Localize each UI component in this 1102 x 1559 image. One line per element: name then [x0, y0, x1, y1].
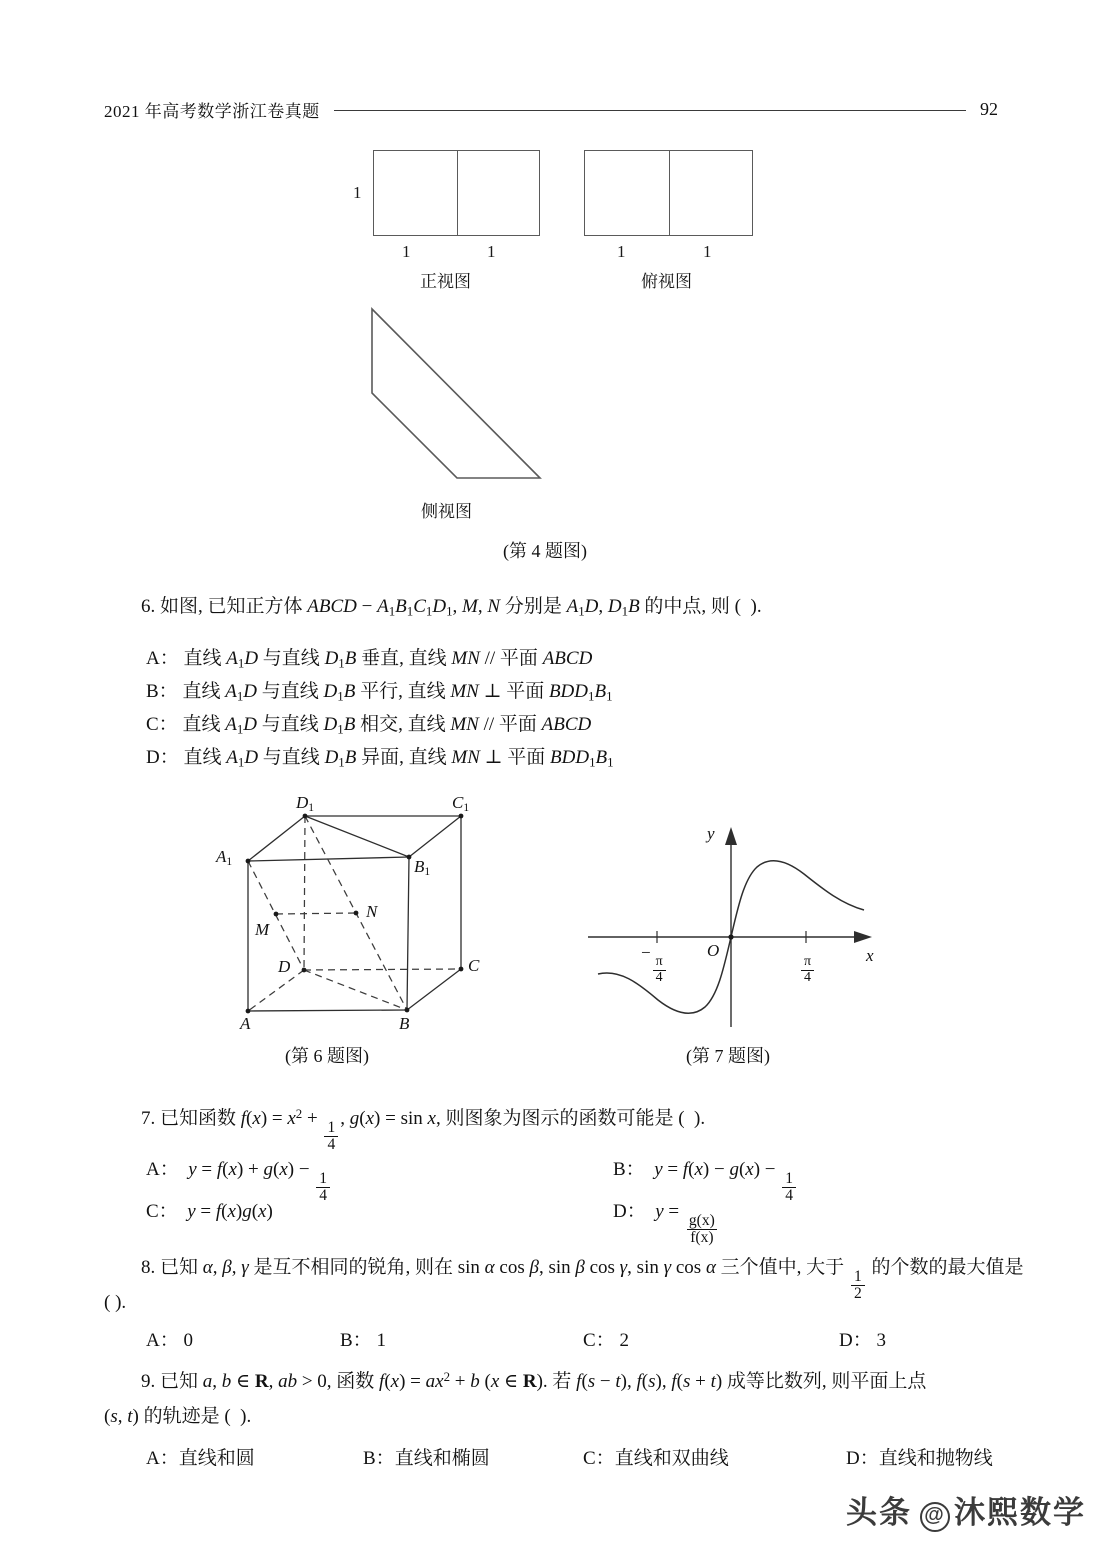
front-view-caption: 正视图: [420, 272, 471, 291]
running-header: [104, 96, 998, 122]
question8-stem-fraction: [851, 1269, 865, 1303]
side-view-caption: 侧视图: [421, 502, 472, 521]
question9-option-a-key: A：: [146, 1448, 179, 1469]
graph-tick-minus-sign: −: [641, 943, 651, 962]
question7-option-c[interactable]: [146, 1196, 273, 1223]
question8-option-b[interactable]: [340, 1325, 386, 1352]
cube-label-m: M: [255, 920, 270, 939]
question6-option-a-key: A：: [146, 648, 179, 669]
watermark-account: 沐熙数学: [954, 1495, 1086, 1530]
cube-vertex-dots: [246, 814, 464, 1014]
header-title: 2021 年高考数学浙江卷真题: [104, 101, 320, 121]
graph-tick-right-numerator: π: [804, 954, 812, 970]
question9-stem-line1: [141, 1367, 926, 1396]
question7-option-d-frac-num: g(x): [688, 1212, 715, 1230]
question7-figure-caption: (第 7 题图): [686, 1046, 770, 1066]
question6-option-c-key: C：: [146, 714, 178, 735]
question9-stem-line2-text: (s, t) 的轨迹是 ( ).: [104, 1406, 252, 1427]
question6-option-a-text: 直线 $A_1D$ 与直线 $D_1B$ 垂直, 直线 MN // 平面 ABCD: [183, 648, 593, 671]
cube-edge-bc: [407, 969, 461, 1010]
figure4-caption: (第 4 题图): [503, 541, 587, 561]
question9-option-c-text: 直线和双曲线: [614, 1448, 729, 1469]
question7-stem-text: 7. 已知函数 $f(x) = x^2$ + $\frac{1}{4}$ , g(x) = sin x, 则图象为图示的函数可能是 ( ).: [141, 1106, 706, 1154]
question8-option-c-text: 2: [619, 1330, 629, 1351]
watermark: [846, 1487, 1086, 1532]
question7-stem: [141, 1104, 705, 1154]
cube-label-c1: $C_1$: [452, 793, 470, 815]
graph-tick-left-denominator: 4: [653, 970, 666, 986]
question7-option-d-expr: y = $\frac{g(x)}{f(x)}$: [655, 1201, 720, 1222]
cube-label-a1: $A_1$: [216, 847, 233, 869]
question8-stem-frac-num: 1: [853, 1268, 862, 1286]
question8-option-b-text: 1: [376, 1330, 386, 1351]
question9-stem-line2: [104, 1402, 251, 1431]
cube-label-c: C: [468, 956, 480, 975]
graph-origin-label: O: [707, 941, 720, 960]
question7-option-a-frac-den: 4: [316, 1187, 330, 1204]
question9-option-c-key: C：: [583, 1448, 615, 1469]
question6-option-d-key: D：: [146, 747, 179, 768]
question6-option-b-text: 直线 $A_1D$ 与直线 $D_1B$ 平行, 直线 MN ⊥ 平面 $BDD_1B_1$: [182, 681, 613, 704]
graph-y-arrowhead: [725, 827, 737, 845]
cube-edge-d1a1: [248, 816, 305, 861]
question6-option-a[interactable]: [146, 643, 592, 672]
segment-db-dashed: [304, 970, 407, 1010]
graph-tick-label-positive: [799, 943, 816, 985]
question7-option-a-key: A：: [146, 1159, 179, 1180]
question6-figure-caption: (第 6 题图): [285, 1046, 369, 1066]
question7-option-b-fraction: [782, 1171, 796, 1205]
graph-tick-right-denominator: 4: [801, 970, 814, 986]
question9-option-b-key: B：: [363, 1448, 395, 1469]
question6-option-b-key: B：: [146, 681, 178, 702]
cube-label-b: B: [399, 1014, 410, 1033]
graph-origin-dot: [728, 934, 733, 939]
question8-stem-line1: [141, 1253, 1024, 1303]
question8-option-c-key: C：: [583, 1330, 615, 1351]
top-view-divider: [669, 151, 670, 235]
cube-edge-d1d-dashed: [304, 816, 305, 970]
cube-figure: [200, 790, 510, 1040]
front-view-rectangle: [373, 150, 540, 236]
question7-option-b-key: B：: [613, 1159, 645, 1180]
cube-label-d: D: [278, 957, 291, 976]
question9-option-d-text: 直线和抛物线: [878, 1448, 993, 1469]
question7-option-d[interactable]: [613, 1196, 720, 1247]
question9-option-d[interactable]: [846, 1443, 993, 1470]
question8-option-d[interactable]: [839, 1325, 886, 1352]
cube-label-n: N: [366, 902, 378, 921]
question7-option-b-expr: y = f(x) − g(x) − $\frac{1}{4}$: [654, 1159, 798, 1180]
question7-option-c-expr: y = f(x)g(x): [187, 1201, 273, 1222]
page-number: 92: [980, 98, 998, 119]
question7-option-a-expr: y = f(x) + g(x) − $\frac{1}{4}$: [188, 1159, 332, 1180]
question8-option-d-text: 3: [876, 1330, 886, 1351]
question7-stem-frac-den: 4: [324, 1136, 338, 1153]
question9-option-a[interactable]: [146, 1443, 255, 1470]
graph-y-axis-label: y: [707, 824, 715, 843]
front-view-divider: [457, 151, 458, 235]
graph-x-axis-label: x: [866, 946, 874, 965]
top-view-caption: 俯视图: [641, 272, 692, 291]
question8-option-a[interactable]: [146, 1325, 193, 1352]
cube-edge-b1b: [407, 857, 409, 1010]
question8-option-b-key: B：: [340, 1330, 372, 1351]
question8-option-a-key: A：: [146, 1330, 179, 1351]
at-symbol-icon: @: [920, 1502, 950, 1532]
question8-option-a-text: 0: [183, 1330, 193, 1351]
graph-tick-label-negative: [641, 943, 668, 985]
question7-stem-fraction: [324, 1120, 338, 1154]
header-rule: [334, 110, 966, 111]
question6-option-d-text: 直线 $A_1D$ 与直线 $D_1B$ 异面, 直线 MN ⊥ 平面 $BDD_1B_1$: [183, 747, 614, 770]
question6-option-c[interactable]: [146, 709, 591, 738]
question6-option-b[interactable]: [146, 676, 613, 705]
side-view-polygon: [372, 309, 540, 478]
cube-label-b1: $B_1$: [414, 857, 431, 879]
graph-tick-left-fraction: [653, 955, 666, 985]
question9-option-d-key: D：: [846, 1448, 879, 1469]
question7-option-d-fraction: [686, 1213, 718, 1247]
question7-option-b-frac-num: 1: [785, 1170, 794, 1188]
graph-tick-right-fraction: [801, 955, 814, 985]
graph-tick-left-numerator: π: [655, 954, 663, 970]
question8-option-d-key: D：: [839, 1330, 872, 1351]
question6-option-d[interactable]: [146, 742, 614, 771]
cube-edge-d1b1: [305, 816, 409, 857]
question9-option-a-text: 直线和圆: [178, 1448, 255, 1469]
side-view-figure: [360, 298, 560, 493]
question6-option-c-text: 直线 $A_1D$ 与直线 $D_1B$ 相交, 直线 MN // 平面 ABCD: [182, 714, 592, 737]
question7-graph: [580, 815, 880, 1030]
cube-label-a: A: [240, 1014, 251, 1033]
question8-stem-text: 8. 已知 α, β, γ 是互不相同的锐角, 则在 sin α cos β, sin β cos γ, sin γ cos α 三个值中, 大于 $\frac{1}{2}$ 的个数的最大值是: [141, 1257, 1024, 1303]
question9-option-c[interactable]: [583, 1443, 729, 1470]
question9-option-b[interactable]: [363, 1443, 490, 1470]
watermark-brand: 头条: [846, 1495, 912, 1530]
top-view-width-right-label: 1: [703, 242, 712, 261]
question7-option-a-fraction: [316, 1171, 330, 1205]
question7-stem-frac-num: 1: [327, 1119, 336, 1137]
cube-edge-b1c1: [409, 816, 461, 857]
front-view-height-label: 1: [353, 183, 362, 202]
cube-edge-ab: [248, 1010, 407, 1011]
question8-stem-line2: ( ).: [104, 1292, 127, 1313]
top-view-width-left-label: 1: [617, 242, 626, 261]
question7-option-d-key: D：: [613, 1201, 646, 1222]
question8-option-c[interactable]: [583, 1325, 629, 1352]
cube-edge-dc-dashed: [304, 969, 461, 970]
cube-edge-da-dashed: [248, 970, 304, 1011]
question9-option-b-text: 直线和椭圆: [394, 1448, 490, 1469]
cube-label-d1: $D_1$: [296, 793, 315, 815]
top-view-rectangle: [584, 150, 753, 236]
question7-option-a-frac-num: 1: [319, 1170, 328, 1188]
front-view-width-left-label: 1: [402, 242, 411, 261]
graph-x-arrowhead: [854, 931, 872, 943]
question9-stem-text: 9. 已知 a, b ∈ R, ab > 0, 函数 $f(x) = ax^2 + b$ (x ∈ R). 若 f(s − t), f(s), f(s + t) 成等比数列, 则平面上点: [141, 1369, 927, 1392]
front-view-width-right-label: 1: [487, 242, 496, 261]
question8-stem-frac-den: 2: [851, 1285, 865, 1302]
question7-option-b-frac-den: 4: [782, 1187, 796, 1204]
question6-stem-text: 6. 如图, 已知正方体 ABCD − $A_1B_1C_1D_1$, M, N 分别是 $A_1D$, $D_1B$ 的中点, 则 ( ).: [141, 596, 762, 619]
question7-option-d-frac-den: f(x): [687, 1229, 716, 1246]
segment-mn-dashed: [276, 913, 356, 914]
question7-option-c-key: C：: [146, 1201, 178, 1222]
question6-stem: [141, 592, 762, 622]
